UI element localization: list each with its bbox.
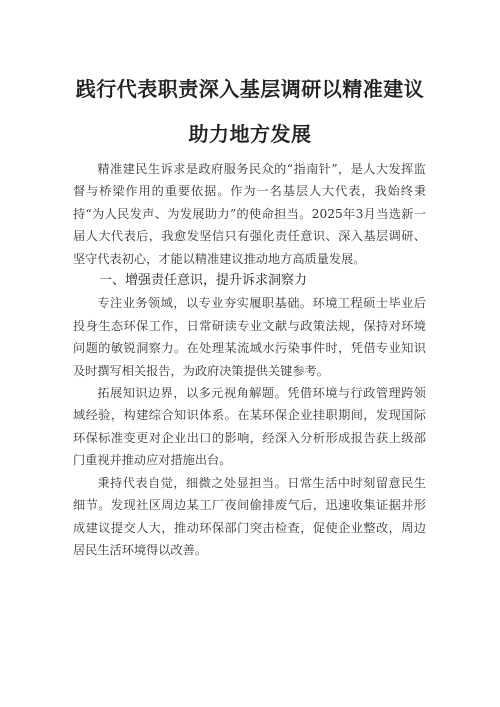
document-title-line-2: 助力地方发展 xyxy=(188,122,312,146)
document-title-line-1: 践行代表职责深入基层调研以精准建议 xyxy=(75,77,425,101)
body-paragraph-1: 专注业务领域，以专业夯实履职基础。环境工程硕士毕业后投身生态环保工作，日常研读专业文献与政策法规，保持对环境问题的敏锐洞察力。在处理某流域水污染事件时，凭借专业知识及时撰写相关报告，为政府决策提供关键参考。 xyxy=(73,296,426,378)
document-body xyxy=(73,158,426,561)
body-paragraph-3: 秉持代表自觉，细微之处显担当。日常生活中时刻留意民生细节。发现社区周边某工厂夜间偷排废气后，迅速收集证据并形成建议提交人大，推动环保部门突击检查，促使企业整改，周边居民生活环境得以改善。 xyxy=(73,475,426,557)
body-paragraph-2: 拓展知识边界，以多元视角解题。凭借环境与行政管理跨领域经验，构建综合知识体系。在某环保企业挂职期间，发现国际环保标准变更对企业出口的影响，经深入分析形成报告获上级部门重视并推动应对措施出台。 xyxy=(73,386,426,468)
intro-paragraph: 精准建民生诉求是政府服务民众的“指南针”，是人大发挥监督与桥梁作用的重要依据。作为一名基层人大代表，我始终秉持“为人民发声、为发展助力”的使命担当。2025年3月当选新一届人大代表后，我愈发坚信只有强化责任意识、深入基层调研、坚守代表初心，才能以精准建议推动地方高质量发展。 xyxy=(73,162,426,266)
section-heading: 一、增强责任意识，提升诉求洞察力 xyxy=(99,273,308,289)
